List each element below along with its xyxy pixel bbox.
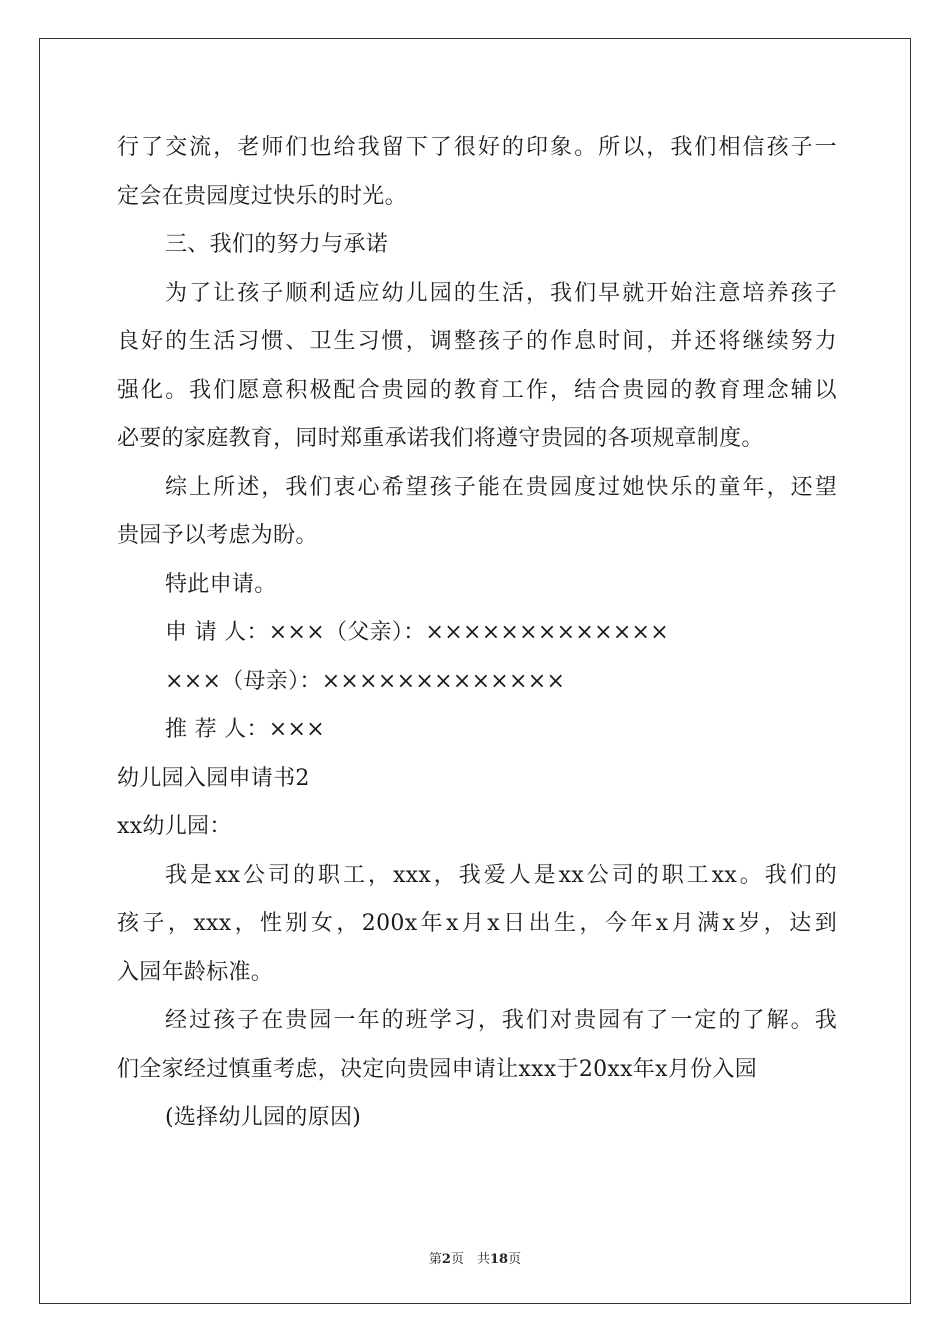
footer-prefix: 第 xyxy=(428,1252,442,1267)
body-line: 们全家经过慎重考虑，决定向贵园申请让xxx于20xx年x月份入园 xyxy=(117,1056,758,1082)
body-line: 必要的家庭教育，同时郑重承诺我们将遵守贵园的各项规章制度。 xyxy=(117,426,764,451)
closing-line: 特此申请。 xyxy=(165,571,277,597)
document-body xyxy=(117,124,837,1143)
body-line: 我是xx公司的职工，xxx，我爱人是xx公司的职工xx。我们的 xyxy=(165,862,837,888)
applicant-line: 申 请 人：×××（父亲）：××××××××××××× xyxy=(165,620,670,645)
footer-middle: 页 共 xyxy=(450,1252,490,1267)
recommender-line: 推 荐 人：××× xyxy=(165,717,325,742)
body-line: 强化。我们愿意积极配合贵园的教育工作，结合贵园的教育理念辅以 xyxy=(117,377,837,403)
applicant-line: ×××（母亲）：××××××××××××× xyxy=(165,668,566,694)
footer-suffix: 页 xyxy=(508,1252,522,1267)
body-line: (选择幼儿园的原因) xyxy=(165,1105,362,1130)
body-line: 经过孩子在贵园一年的班学习，我们对贵园有了一定的了解。我 xyxy=(165,1008,837,1033)
footer-page-number: 2 xyxy=(441,1252,451,1267)
body-line: 为了让孩子顺利适应幼儿园的生活，我们早就开始注意培养孩子 xyxy=(165,280,837,306)
salutation: xx幼儿园： xyxy=(117,814,232,839)
body-line: 贵园予以考虑为盼。 xyxy=(117,523,318,548)
body-line: 良好的生活习惯、卫生习惯，调整孩子的作息时间，并还将继续努力 xyxy=(117,329,837,354)
body-line: 孩子，xxx，性别女，200x年x月x日出生，今年x月满x岁，达到 xyxy=(117,911,837,936)
document-title: 幼儿园入园申请书2 xyxy=(117,765,310,791)
body-line: 入园年龄标准。 xyxy=(117,959,274,985)
body-line: 定会在贵园度过快乐的时光。 xyxy=(117,183,407,209)
page-footer xyxy=(0,1248,950,1267)
footer-total-pages: 18 xyxy=(489,1252,509,1267)
body-line: 综上所述，我们衷心希望孩子能在贵园度过她快乐的童年，还望 xyxy=(165,474,837,500)
section-heading: 三、我们的努力与承诺 xyxy=(165,232,389,257)
body-line: 行了交流，老师们也给我留下了很好的印象。所以，我们相信孩子一 xyxy=(117,135,837,160)
